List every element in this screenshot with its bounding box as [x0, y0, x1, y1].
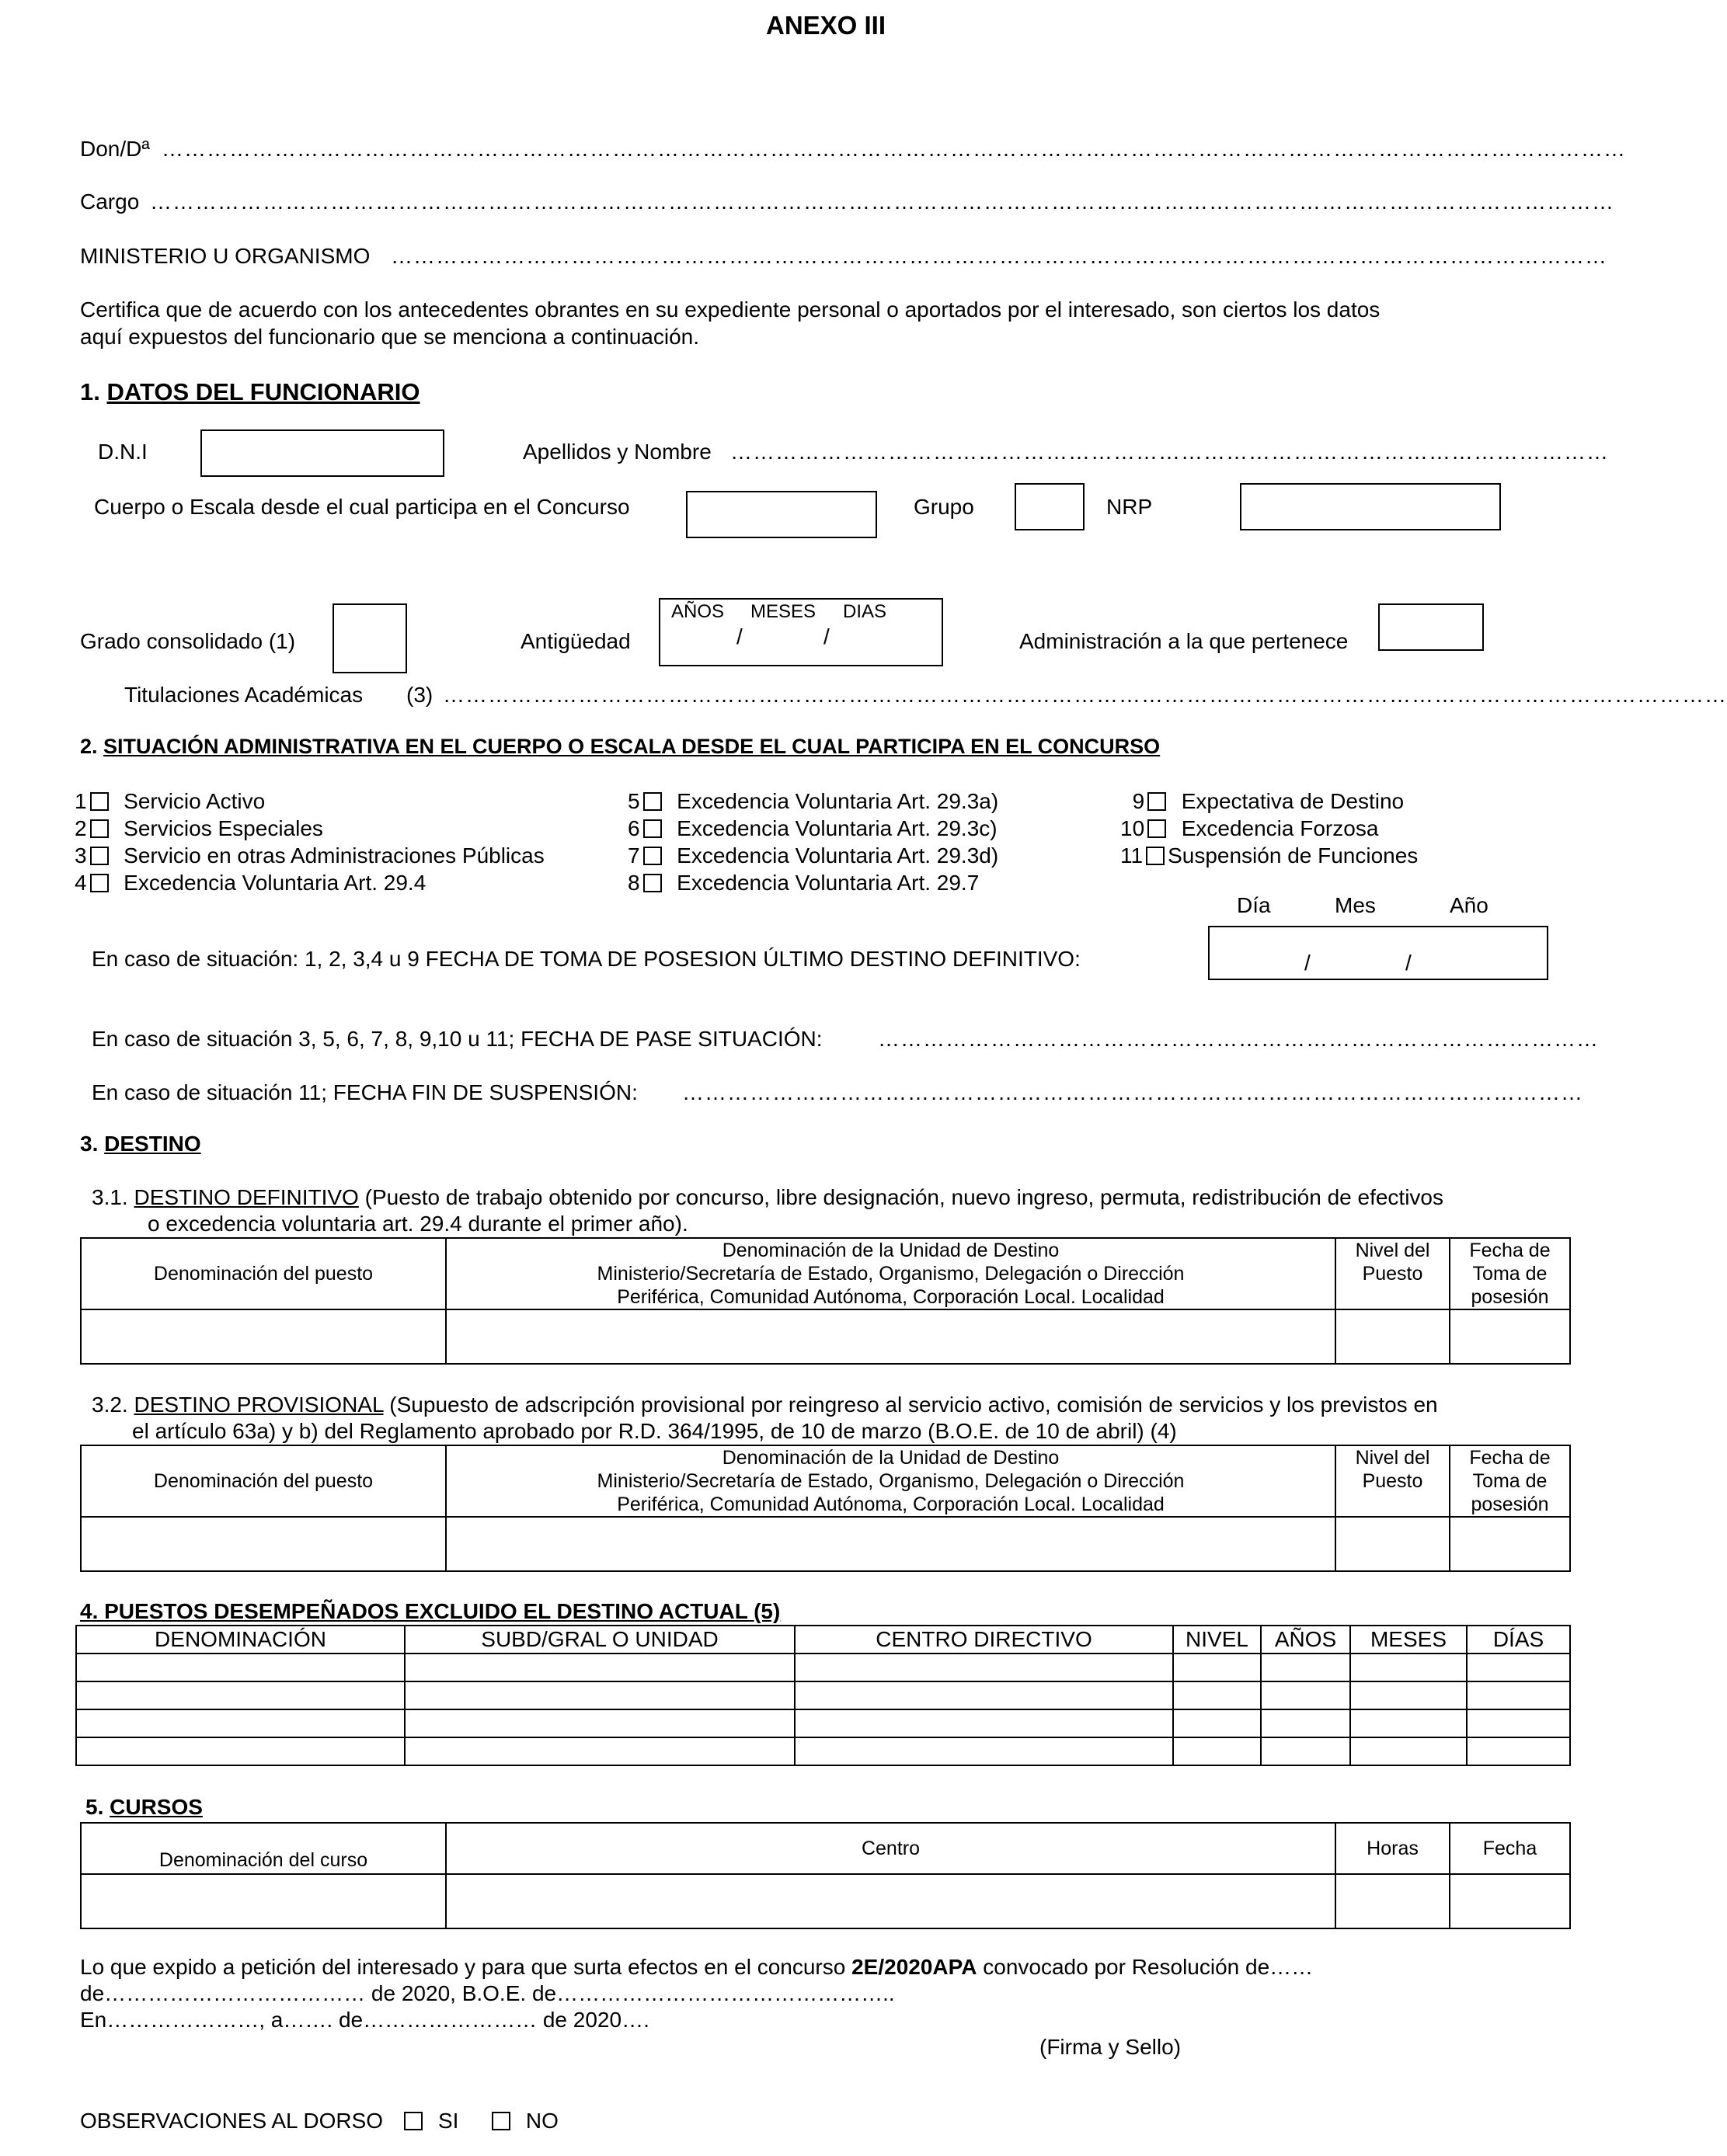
antiguedad-slash-1: /	[736, 624, 743, 649]
cuerpo-label: Cuerpo o Escala desde el cual participa en el Concurso	[94, 495, 630, 519]
cargo-label: Cargo	[80, 190, 140, 214]
col-denominacion: DENOMINACIÓN	[76, 1626, 405, 1654]
concurso-code: 2E/2020APA	[851, 1955, 977, 1979]
dni-label: D.N.I	[98, 440, 148, 464]
table-cell[interactable]	[1350, 1737, 1467, 1765]
col-nivel-puesto: Nivel del Puesto	[1335, 1238, 1450, 1309]
firma-sello: (Firma y Sello)	[1039, 2035, 1182, 2059]
caso-2-text: En caso de situación 3, 5, 6, 7, 8, 9,10 u 11; FECHA DE PASE SITUACIÓN:	[92, 1027, 823, 1051]
col-unidad-destino: Denominación de la Unidad de Destino Ministerio/Secretaría de Estado, Organismo, Delegación o Dirección Periférica, Comunidad Autónoma, Corporación Local. Localidad	[446, 1445, 1335, 1517]
apellidos-label: Apellidos y Nombre	[523, 440, 712, 464]
table-cell[interactable]	[795, 1709, 1173, 1737]
table-cell[interactable]	[81, 1874, 446, 1928]
destino-provisional-table	[80, 1445, 1571, 1572]
situacion-option-1[interactable]: 1 Servicio Activo	[75, 789, 266, 813]
fecha-slash-2: /	[1405, 951, 1412, 975]
no-checkbox[interactable]	[492, 2112, 510, 2130]
table-cell[interactable]	[1335, 1874, 1450, 1928]
col-fecha: Fecha	[1450, 1823, 1570, 1874]
table-cell[interactable]	[405, 1681, 795, 1709]
table-cell[interactable]	[1350, 1709, 1467, 1737]
table-cell[interactable]	[81, 1309, 446, 1364]
section5-heading	[85, 1795, 203, 1820]
checkbox[interactable]	[643, 819, 662, 838]
section1-heading	[80, 378, 420, 406]
table-cell[interactable]	[405, 1654, 795, 1681]
table-cell[interactable]	[446, 1517, 1335, 1571]
situacion-col2	[628, 788, 998, 896]
table-cell[interactable]	[1350, 1654, 1467, 1681]
table-cell[interactable]	[1261, 1654, 1350, 1681]
checkbox[interactable]	[90, 819, 109, 838]
antiguedad-input[interactable]	[659, 598, 943, 666]
checkbox[interactable]	[643, 792, 662, 811]
situacion-option-9[interactable]: 9 Expectativa de Destino	[1132, 789, 1405, 813]
fecha-slash-1: /	[1304, 951, 1311, 975]
table-cell[interactable]	[1261, 1709, 1350, 1737]
section2-title: SITUACIÓN ADMINISTRATIVA EN EL CUERPO O ESCALA DESDE EL CUAL PARTICIPA EN EL CONCURSO	[103, 735, 1161, 758]
grado-label: Grado consolidado (1)	[80, 629, 296, 653]
checkbox[interactable]	[643, 874, 662, 892]
table-cell[interactable]	[405, 1737, 795, 1765]
fecha-toma-posesion-input[interactable]	[1208, 926, 1548, 980]
table-cell[interactable]	[1450, 1874, 1570, 1928]
section3-heading	[80, 1132, 201, 1156]
section3-num: 3.	[80, 1132, 99, 1156]
col-centro-directivo: CENTRO DIRECTIVO	[795, 1626, 1173, 1654]
table-cell[interactable]	[76, 1709, 405, 1737]
section5-title: CURSOS	[110, 1795, 203, 1819]
situacion-option-6[interactable]: 6 Excedencia Voluntaria Art. 29.3c)	[628, 816, 998, 840]
si-label: SI	[437, 2109, 459, 2133]
checkbox[interactable]	[643, 847, 662, 865]
col-nivel: NIVEL	[1173, 1626, 1261, 1654]
checkbox[interactable]	[90, 847, 109, 865]
cursos-table	[80, 1822, 1571, 1929]
destino-definitivo-title: DESTINO DEFINITIVO	[134, 1185, 359, 1209]
situacion-option-11[interactable]: 11 Suspensión de Funciones	[1120, 843, 1419, 868]
col-centro: Centro	[446, 1823, 1335, 1874]
destino-definitivo-table	[80, 1237, 1571, 1365]
table-cell[interactable]	[1261, 1737, 1350, 1765]
col-fecha-posesion: Fecha de Toma de posesión	[1450, 1445, 1570, 1517]
col-nivel-puesto: Nivel del Puesto	[1335, 1445, 1450, 1517]
col-denominacion-curso: Denominación del curso	[81, 1823, 446, 1874]
nrp-label: NRP	[1106, 495, 1153, 519]
grupo-label: Grupo	[914, 495, 974, 519]
footer-line-1: Lo que expido a petición del interesado y para que surta efectos en el concurso 2E/2020APA convocado por Resolución de……	[80, 1955, 1314, 1979]
table-cell[interactable]	[1467, 1681, 1570, 1709]
checkbox[interactable]	[1147, 819, 1166, 838]
titulaciones-label: Titulaciones Académicas	[124, 683, 364, 707]
table-cell[interactable]	[1450, 1517, 1570, 1571]
table-cell[interactable]	[1467, 1737, 1570, 1765]
section4-title: 4. PUESTOS DESEMPEÑADOS EXCLUIDO EL DESTINO ACTUAL (5)	[80, 1599, 781, 1623]
table-cell[interactable]	[446, 1874, 1335, 1928]
cargo-field[interactable]: ……………………………………………………………………………………………………………………………………………………………………………	[150, 190, 1614, 214]
checkbox[interactable]	[1147, 792, 1166, 811]
table-cell[interactable]	[1450, 1309, 1570, 1364]
section2-num: 2.	[80, 735, 98, 758]
checkbox[interactable]	[1146, 847, 1165, 865]
dias-label: DIAS	[843, 601, 887, 622]
certifica-text-2: aquí expuestos del funcionario que se menciona a continuación.	[80, 325, 699, 349]
table-cell[interactable]	[1467, 1654, 1570, 1681]
anos-label: AÑOS	[671, 601, 725, 622]
table-cell[interactable]	[795, 1737, 1173, 1765]
mes-label: Mes	[1335, 893, 1376, 917]
don-label: Don/Dª	[80, 137, 150, 161]
table-cell[interactable]	[1335, 1309, 1450, 1364]
table-cell[interactable]	[795, 1681, 1173, 1709]
table-row	[76, 1737, 1570, 1765]
ministerio-field[interactable]: ………………………………………………………………………………………………………………………………………………	[391, 244, 1607, 268]
table-cell[interactable]	[795, 1654, 1173, 1681]
grado-input[interactable]	[333, 603, 407, 673]
cuerpo-input[interactable]	[686, 491, 877, 538]
section1-num: 1.	[80, 378, 100, 405]
situacion-option-5[interactable]: 5 Excedencia Voluntaria Art. 29.3a)	[628, 789, 999, 813]
destino-definitivo-line-2: o excedencia voluntaria art. 29.4 durante el primer año).	[148, 1212, 688, 1236]
certifica-text-1: Certifica que de acuerdo con los antecedentes obrantes en su expediente personal o aportados por el interesado, son ciertos los datos	[80, 297, 1381, 322]
ministerio-label: MINISTERIO U ORGANISMO	[80, 244, 371, 268]
titulaciones-ref: (3)	[406, 683, 433, 707]
table-cell[interactable]	[76, 1681, 405, 1709]
table-cell[interactable]	[405, 1709, 795, 1737]
titulaciones-field[interactable]: ………………………………………………………………………………………………………………………………………………………	[443, 683, 1727, 707]
col-denominacion-puesto: Denominación del puesto	[81, 1445, 446, 1517]
table-cell[interactable]	[1173, 1654, 1261, 1681]
table-cell[interactable]	[76, 1654, 405, 1681]
table-cell[interactable]	[1335, 1517, 1450, 1571]
administracion-input[interactable]	[1378, 603, 1484, 651]
footer-line-3: En…………………, a……. de…………………… de 2020….	[80, 2008, 649, 2032]
table-cell[interactable]	[1173, 1737, 1261, 1765]
situacion-option-7[interactable]: 7 Excedencia Voluntaria Art. 29.3d)	[628, 843, 999, 868]
situacion-option-3[interactable]: 3 Servicio en otras Administraciones Públicas	[75, 843, 545, 868]
section3-title: DESTINO	[104, 1132, 201, 1156]
dia-label: Día	[1237, 893, 1271, 917]
observaciones-label: OBSERVACIONES AL DORSO	[80, 2109, 384, 2133]
destino-definitivo-line-1: 3.1. DESTINO DEFINITIVO (Puesto de trabajo obtenido por concurso, libre designación, nuevo ingreso, permuta, redistribución de efectivos	[92, 1185, 1444, 1209]
situacion-option-2[interactable]: 2 Servicios Especiales	[75, 816, 323, 840]
meses-label: MESES	[750, 601, 816, 622]
si-checkbox[interactable]	[404, 2112, 423, 2130]
destino-provisional-line-1: 3.2. DESTINO PROVISIONAL (Supuesto de adscripción provisional por reingreso al servicio activo, comisión de servicios y los previstos en	[92, 1393, 1438, 1417]
section1-title: DATOS DEL FUNCIONARIO	[106, 378, 420, 405]
table-cell[interactable]	[1261, 1681, 1350, 1709]
situacion-option-4[interactable]: 4 Excedencia Voluntaria Art. 29.4	[75, 871, 427, 895]
checkbox[interactable]	[90, 874, 109, 892]
table-row	[76, 1709, 1570, 1737]
col-subd-gral: SUBD/GRAL O UNIDAD	[405, 1626, 795, 1654]
nrp-input[interactable]	[1240, 483, 1501, 530]
destino-provisional-title: DESTINO PROVISIONAL	[134, 1393, 384, 1417]
table-cell[interactable]	[76, 1737, 405, 1765]
table-row	[76, 1681, 1570, 1709]
antiguedad-slash-2: /	[823, 624, 830, 649]
page-title: ANEXO III	[765, 11, 886, 40]
table-cell[interactable]	[81, 1517, 446, 1571]
table-cell[interactable]	[1173, 1681, 1261, 1709]
situacion-col3	[1120, 788, 1418, 869]
fecha-pase-field[interactable]: ……………………………………………………………………………………	[878, 1027, 1599, 1051]
ano-label: Año	[1450, 893, 1488, 917]
table-cell[interactable]	[1350, 1681, 1467, 1709]
table-cell[interactable]	[1173, 1709, 1261, 1737]
col-anos: AÑOS	[1261, 1626, 1350, 1654]
dni-input[interactable]	[200, 429, 444, 477]
col-denominacion-puesto: Denominación del puesto	[81, 1238, 446, 1309]
caso-3-text: En caso de situación 11; FECHA FIN DE SUSPENSIÓN:	[92, 1080, 638, 1104]
grupo-input[interactable]	[1015, 483, 1085, 530]
administracion-label: Administración a la que pertenece	[1019, 629, 1349, 653]
col-dias: DÍAS	[1467, 1626, 1570, 1654]
table-row	[76, 1654, 1570, 1681]
don-field[interactable]: ……………………………………………………………………………………………………………………………………………………………………………	[162, 137, 1626, 161]
situacion-option-10[interactable]: 10 Excedencia Forzosa	[1120, 816, 1379, 840]
col-meses: MESES	[1350, 1626, 1467, 1654]
section2-heading	[80, 735, 1160, 759]
apellidos-field[interactable]: ………………………………………………………………………………………………………	[730, 440, 1609, 464]
fecha-fin-field[interactable]: …………………………………………………………………………………………………………	[682, 1080, 1583, 1104]
antiguedad-label: Antigüedad	[521, 629, 631, 653]
table-cell[interactable]	[446, 1309, 1335, 1364]
footer-line-2: de……………………………… de 2020, B.O.E. de………………………………………..	[80, 1981, 895, 2005]
situacion-option-8[interactable]: 8 Excedencia Voluntaria Art. 29.7	[628, 871, 980, 895]
checkbox[interactable]	[90, 792, 109, 811]
section5-num: 5.	[85, 1795, 104, 1819]
observaciones-row	[80, 2109, 559, 2133]
table-cell[interactable]	[1467, 1709, 1570, 1737]
col-unidad-destino: Denominación de la Unidad de Destino Ministerio/Secretaría de Estado, Organismo, Delegación o Dirección Periférica, Comunidad Autónoma, Corporación Local. Localidad	[446, 1238, 1335, 1309]
destino-provisional-line-2: el artículo 63a) y b) del Reglamento aprobado por R.D. 364/1995, de 10 de marzo (B.O.E. de 10 de abril) (4)	[132, 1419, 1177, 1443]
puestos-table	[75, 1625, 1571, 1766]
col-fecha-posesion: Fecha de Toma de posesión	[1450, 1238, 1570, 1309]
no-label: NO	[525, 2109, 559, 2133]
situacion-col1	[75, 788, 545, 896]
caso-1-text: En caso de situación: 1, 2, 3,4 u 9 FECHA DE TOMA DE POSESION ÚLTIMO DESTINO DEFINITIVO:	[92, 947, 1081, 971]
col-horas: Horas	[1335, 1823, 1450, 1874]
